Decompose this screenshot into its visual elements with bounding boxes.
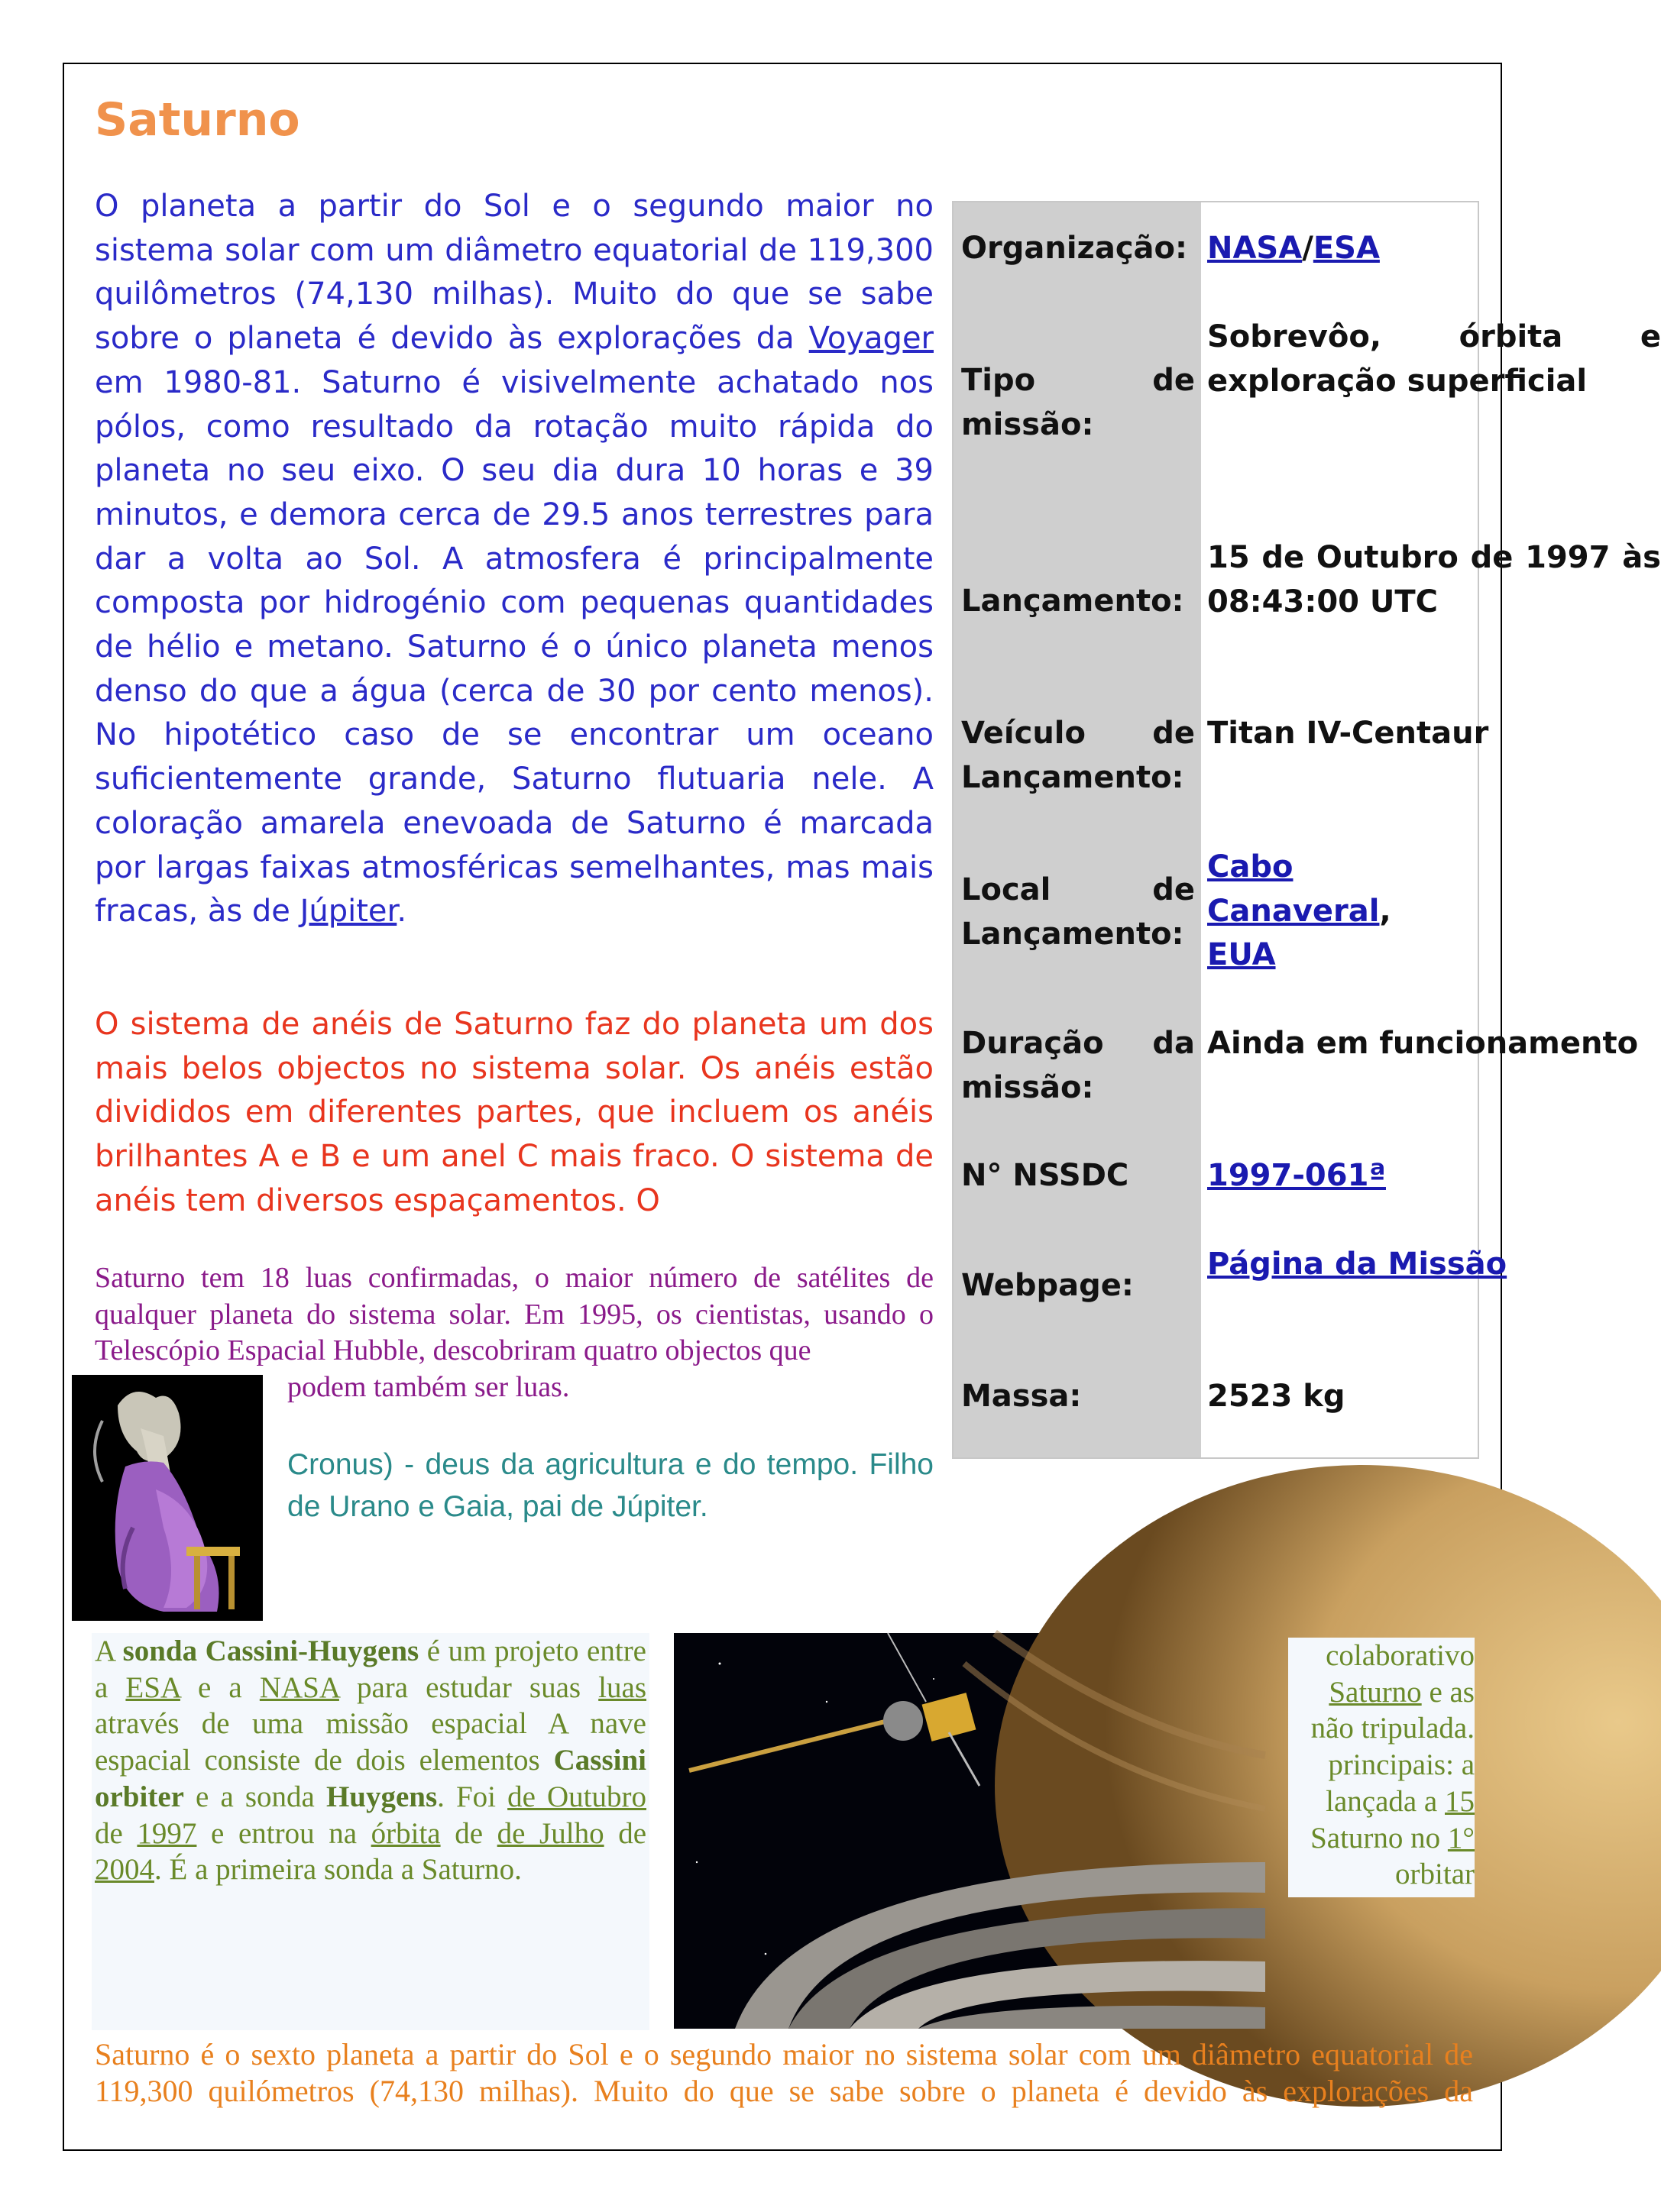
right-line-2: [1288, 1674, 1475, 1711]
type-value: Sobrevôo, órbita e exploração superficial: [1207, 319, 1661, 399]
right-1-link[interactable]: 1°: [1447, 1821, 1475, 1855]
intro-text-1: O planeta a partir do Sol e o segundo maior no sistema solar com um diâmetro equatorial de 119,300 quilômetros (74,130 milhas). Muito do que se sabe sobre o planeta é devido às explorações da: [95, 189, 934, 357]
cassini-text-m: de: [604, 1816, 646, 1850]
web-label: Webpage:: [961, 1268, 1134, 1303]
cassini-esa-link[interactable]: ESA: [125, 1670, 180, 1704]
cassini-text-box: [92, 1633, 649, 2030]
right-line-5: [1288, 1784, 1475, 1820]
cabo-link[interactable]: Cabo: [1207, 849, 1294, 884]
intro-paragraph: [95, 185, 934, 934]
right-line-1: colaborativo: [1326, 1639, 1475, 1672]
site-comma: ,: [1379, 893, 1391, 929]
cassini-outubro-link[interactable]: de Outubro: [507, 1780, 646, 1813]
intro-text-2: em 1980-81. Saturno é visivelmente achatado nos pólos, como resultado da rotação muito rápida do planeta no seu eixo. O seu dia dura 10 horas e 39 minutos, e demora cerca de 29.5 anos terrestres para dar a volta ao Sol. A atmosfera é principalmente composta por hidrogénio com pequenas quantidades de hélio e metano. Saturno é o único planeta menos denso do que a água (cerca de 30 por cento menos). No hipotético caso de se encontrar um oceano suficientemente grande, Saturno flutuaria nele. A coloração amarela enevoada de Saturno é marcada por largas faixas atmosféricas semelhantes, mas mais fracas, às de: [95, 364, 934, 930]
mission-page-link[interactable]: Página da Missão: [1207, 1247, 1507, 1282]
right-line-6-text: Saturno no: [1310, 1821, 1448, 1855]
moons-text-2: podem também ser luas.: [287, 1370, 570, 1403]
vehicle-label-line-1: Veículo de: [961, 716, 1195, 751]
duration-label-line-1: Duração da: [961, 1026, 1195, 1061]
duration-value: Ainda em funcionamento: [1207, 1026, 1639, 1061]
vehicle-value: Titan IV-Centaur: [1207, 716, 1489, 751]
canaveral-link[interactable]: Canaveral: [1207, 893, 1380, 929]
duration-label-line-2: missão:: [961, 1069, 1094, 1105]
type-label: [961, 359, 1195, 447]
vehicle-label-line-2: Lançamento:: [961, 759, 1184, 795]
cronus-caption: Cronus) - deus da agricultura e do tempo. Filho de Urano e Gaia, pai de Júpiter.: [287, 1448, 934, 1523]
nssdc-label: N° NSSDC: [961, 1158, 1129, 1193]
cassini-luas-link[interactable]: luas: [598, 1670, 646, 1704]
voyager-link[interactable]: Voyager: [808, 321, 934, 357]
cassini-text-i: de: [95, 1816, 138, 1850]
cassini-text-n: . É a primeira sonda a Saturno.: [154, 1853, 522, 1887]
cassini-right-text: [1288, 1638, 1475, 1897]
mass-value: 2523 kg: [1207, 1379, 1345, 1414]
type-label-line-2: missão:: [961, 406, 1094, 442]
cassini-nasa-link[interactable]: NASA: [259, 1670, 339, 1704]
jupiter-link[interactable]: Júpiter: [299, 894, 397, 930]
launch-label: Lançamento:: [961, 584, 1184, 619]
duration-label: [961, 1022, 1195, 1110]
rings-paragraph: O sistema de anéis de Saturno faz do planeta um dos mais belos objectos no sistema solar. Os anéis estão divididos em diferentes partes, que incluem os anéis brilhantes A e B e um anel C mais fraco. O sistema de anéis tem diversos espaçamentos. O: [95, 1007, 934, 1218]
cassini-text-f: através de uma missão espacial A nave espacial consiste de dois elementos: [95, 1707, 646, 1777]
org-value: [1207, 227, 1661, 271]
right-line-4: principais: a: [1328, 1748, 1475, 1782]
web-value: [1207, 1243, 1661, 1287]
right-line-7: orbitar: [1395, 1858, 1475, 1891]
cronus-image: [72, 1375, 263, 1621]
cassini-saturn-image: [674, 1633, 1265, 2029]
cassini-text-e: para estudar suas: [338, 1670, 599, 1704]
cassini-paragraph: [92, 1633, 649, 1888]
cassini-1997-link[interactable]: 1997: [137, 1816, 197, 1850]
nasa-link[interactable]: NASA: [1207, 231, 1303, 266]
nssdc-value: [1207, 1154, 1661, 1198]
cassini-bold-sonda: sonda Cassini-Huygens: [122, 1635, 419, 1667]
esa-link[interactable]: ESA: [1313, 231, 1380, 266]
right-line-5-text: lançada a: [1326, 1784, 1445, 1818]
closing-paragraph: Saturno é o sexto planeta a partir do Sol e o segundo maior no sistema solar com um diâmetro equatorial de 119,300 quilómetros (74,130 milhas). Muito do que se sabe sobre o planeta é devido às explorações da: [95, 2037, 1473, 2108]
mission-infobox: [952, 201, 1661, 1459]
site-label: [961, 868, 1195, 956]
site-value: [1207, 846, 1661, 978]
page-title: Saturno: [95, 93, 300, 147]
cassini-text-a: A: [95, 1635, 123, 1667]
intro-text-3: .: [397, 894, 407, 930]
cassini-julho-link[interactable]: de Julho: [497, 1816, 604, 1850]
cassini-orbita-link[interactable]: órbita: [371, 1816, 441, 1850]
moons-text-1: Saturno tem 18 luas confirmadas, o maior número de satélites de qualquer planeta do sistema solar. Em 1995, os cientistas, usando o Telescópio Espacial Hubble, descobriram quatro objectos que: [95, 1262, 934, 1366]
vehicle-label: [961, 712, 1195, 800]
cassini-text-j: e entrou na: [196, 1816, 371, 1850]
cassini-text-k: de: [440, 1816, 497, 1850]
type-label-line-1: Tipo de: [961, 363, 1195, 398]
right-saturno-link[interactable]: Saturno: [1329, 1675, 1422, 1709]
site-label-line-1: Local de: [961, 872, 1195, 907]
nssdc-link[interactable]: 1997-061ª: [1207, 1158, 1386, 1193]
mass-label: Massa:: [961, 1379, 1082, 1414]
cassini-bold-orbiter: Cassini orbiter: [95, 1744, 646, 1813]
cassini-text-c: é um projeto entre a: [95, 1635, 646, 1704]
site-label-line-2: Lançamento:: [961, 916, 1184, 952]
launch-value: 15 de Outubro de 1997 às 08:43:00 UTC: [1207, 540, 1661, 619]
right-line-3: não tripulada.: [1310, 1712, 1475, 1745]
cassini-text-d: e a: [180, 1670, 260, 1704]
cassini-text-g: e a sonda: [183, 1780, 326, 1813]
cassini-2004-link[interactable]: 2004: [95, 1853, 154, 1887]
right-line-2-text: e as: [1421, 1675, 1475, 1709]
right-15-link[interactable]: 15: [1445, 1784, 1475, 1818]
right-line-6: [1288, 1820, 1475, 1857]
org-separator: /: [1302, 231, 1313, 266]
cassini-text-h: . Foi: [437, 1780, 508, 1813]
org-label: Organização:: [961, 231, 1187, 266]
eua-link[interactable]: EUA: [1207, 937, 1276, 973]
cassini-bold-huygens: Huygens: [325, 1780, 438, 1813]
